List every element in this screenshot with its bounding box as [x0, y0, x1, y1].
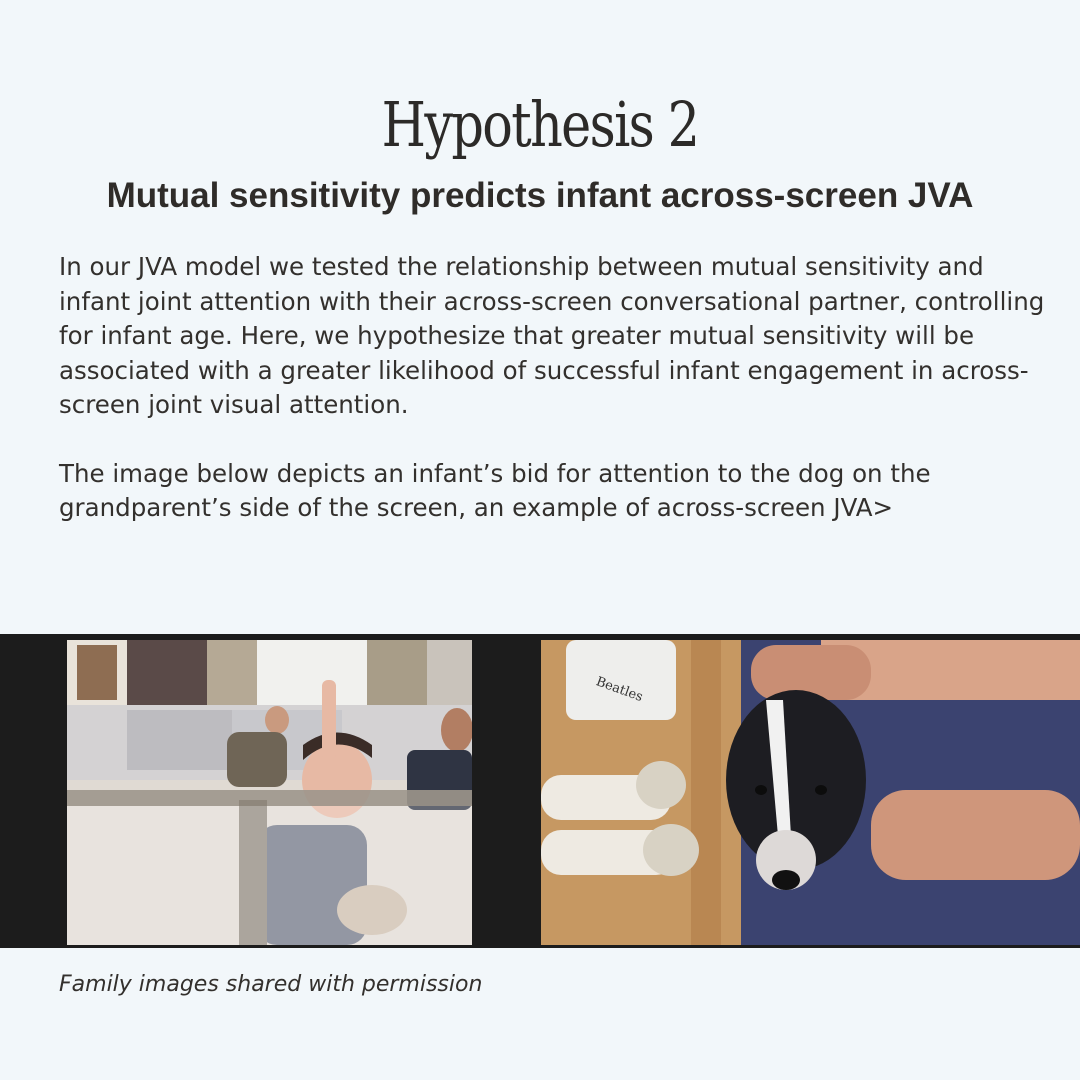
video-call-photo-strip [0, 634, 1080, 948]
mug-label: Beatles [593, 674, 645, 706]
photo-caption: Family images shared with permission [59, 972, 483, 997]
slide-title: Hypothesis 2 [381, 88, 699, 161]
body-text [59, 250, 1049, 526]
infant-scene-illustration [67, 640, 472, 945]
paragraph-image-description: The image below depicts an infant’s bid for attention to the dog on the grandparent’s side of the screen, an example of across-screen JVA> [59, 458, 931, 522]
grandparent-side-photo [541, 640, 1080, 945]
paragraph-hypothesis: In our JVA model we tested the relationship between mutual sensitivity and infant joint attention with their across-screen conversational partner, controlling for infant age. Here, we hypothesize that greater mutual sensitivity will be associated with a greater likelihood of successful infant engagement in across-screen joint visual attention. [59, 252, 1045, 419]
slide-subtitle: Mutual sensitivity predicts infant across-screen JVA [106, 176, 974, 215]
dog-scene-illustration [541, 640, 1080, 945]
infant-side-photo [67, 640, 472, 945]
